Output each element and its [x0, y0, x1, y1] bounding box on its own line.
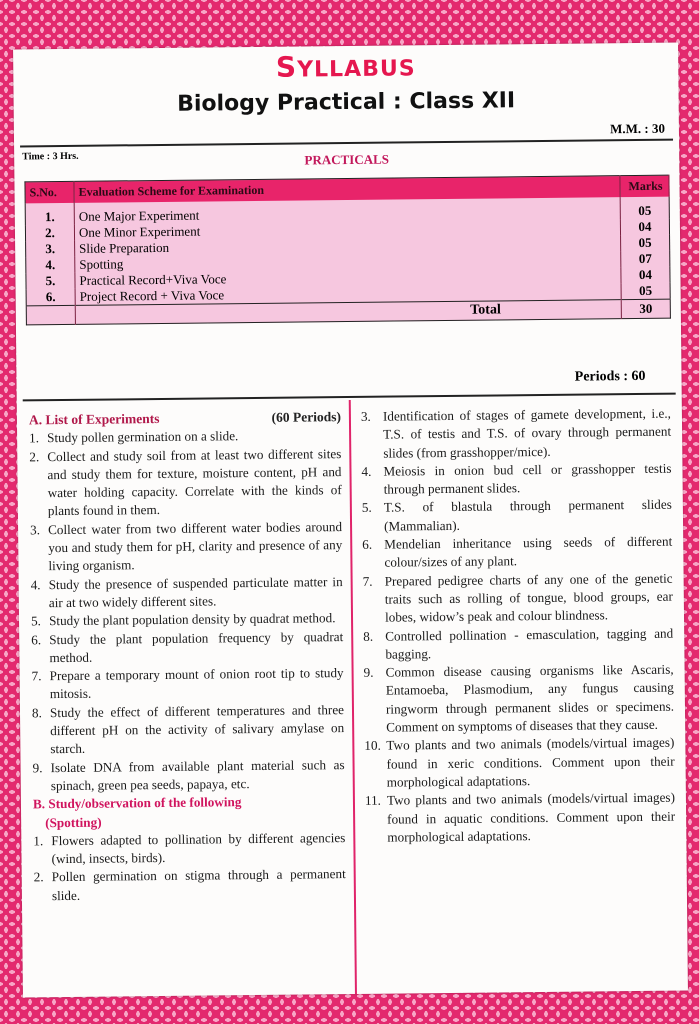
list-item — [362, 496, 672, 536]
item-number: 6. — [362, 536, 373, 552]
left-column — [29, 408, 346, 905]
item-text: Study the plant population frequency by quadrat method. — [49, 628, 344, 666]
item-number: 4. — [30, 576, 41, 593]
spotting-list — [33, 829, 346, 905]
item-number: 4. — [361, 463, 372, 479]
item-number: 3. — [360, 408, 371, 424]
row-item: One Major Experiment — [74, 197, 620, 225]
item-number: 1. — [33, 833, 44, 849]
right-column — [361, 405, 676, 847]
max-marks: M.M. : 30 — [609, 120, 665, 137]
item-text: Study the presence of suspended particulate matter in air at two widely different sites. — [48, 573, 343, 611]
item-text: Controlled pollination - emasculation, tagging and bagging. — [385, 625, 674, 662]
total-empty — [26, 305, 75, 325]
list-item — [31, 573, 343, 613]
page-title — [13, 47, 678, 87]
list-item — [33, 829, 345, 869]
item-text: Common disease causing organisms like Ascaris, Entamoeba, Plasmodium, any fungus causing ringworm through permanent slides or specimens. Comment on symptoms of diseases that they cause. — [385, 661, 675, 735]
spotting-list-continued — [361, 405, 676, 847]
total-label: Total — [75, 300, 621, 325]
row-item: Project Record + Viva Voce — [75, 283, 621, 305]
row-sno: 2. — [25, 225, 74, 242]
item-text: T.S. of blastula through permanent slides (Mammalian). — [383, 497, 672, 534]
list-item — [30, 518, 343, 576]
item-text: Two plants and two animals (models/virtual images) found in aquatic conditions. Comment upon their morphological adaptations. — [386, 789, 676, 845]
title-first-letter: S — [275, 50, 298, 84]
item-number: 11. — [364, 792, 382, 809]
list-item — [364, 734, 675, 792]
list-item — [29, 445, 342, 521]
item-text: Study the plant population density by quadrat method. — [48, 610, 336, 629]
list-item — [361, 405, 672, 463]
column-divider — [349, 400, 357, 994]
item-number: 9. — [363, 664, 374, 681]
title-rest: YLLABUS — [296, 56, 416, 83]
item-text: Identification of stages of gamete development, i.e., T.S. of testis and T.S. of ovary through permanent slides (from grasshopper/mice). — [382, 405, 672, 461]
item-number: 5. — [30, 613, 42, 629]
item-text: Isolate DNA from available plant material such as spinach, green pea seeds, papaya, etc. — [50, 756, 345, 794]
row-sno: 6. — [26, 289, 75, 306]
header-marks: Marks — [620, 175, 669, 197]
time-duration: Time : 3 Hrs. — [22, 150, 79, 163]
row-marks: 05 — [639, 282, 653, 298]
page-subtitle: Biology Practical : Class XII — [176, 88, 516, 117]
item-text: Flowers adapted to pollination by different agencies (wind, insects, birds). — [51, 829, 346, 867]
item-number: 10. — [364, 738, 381, 754]
divider — [20, 139, 673, 148]
row-sno: 4. — [26, 257, 75, 274]
item-number: 6. — [31, 631, 42, 647]
item-text: Pollen germination on stigma through a permanent slide. — [51, 866, 346, 903]
item-text: Meiosis in onion bud cell or grasshopper testis through permanent slides. — [383, 460, 672, 497]
item-number: 2. — [33, 869, 44, 885]
periods-total: Periods : 60 — [574, 368, 646, 385]
item-text: Two plants and two animals (models/virtual images) found in xeric conditions. Comment upon their morphological adaptations. — [386, 734, 675, 790]
evaluation-table — [24, 175, 670, 326]
experiment-list — [29, 426, 345, 795]
list-item — [363, 569, 674, 627]
item-text: Study pollen germination on a slide. — [47, 428, 239, 446]
row-item: One Minor Experiment — [74, 219, 620, 241]
total-marks: 30 — [621, 299, 670, 319]
item-number: 2. — [29, 448, 40, 464]
row-sno: 1. — [25, 203, 74, 226]
section-a-title: A. List of Experiments — [28, 410, 160, 428]
item-number: 8. — [31, 704, 42, 721]
list-item — [361, 460, 671, 500]
syllabus-page — [13, 43, 688, 998]
item-number: 1. — [29, 430, 40, 446]
section-a-periods: (60 Periods) — [271, 409, 341, 425]
item-text: Collect and study soil from at least two different sites and study them for texture, moisture content, pH and water holding capacity. Correlate with the kinds of plants found in them. — [47, 445, 342, 519]
item-number: 9. — [32, 759, 43, 775]
item-number: 7. — [31, 668, 42, 684]
list-item — [32, 756, 344, 796]
item-text: Prepare a temporary mount of onion root tip to study mitosis. — [49, 665, 344, 702]
list-item — [31, 628, 343, 668]
row-marks: 04 — [638, 218, 652, 234]
item-text: Study the effect of different temperatures and three different pH on the activity of salivary amylase on starch. — [49, 701, 345, 757]
list-item — [365, 789, 676, 847]
row-marks: 05 — [638, 202, 652, 218]
list-item — [363, 624, 673, 664]
section-title: PRACTICALS — [304, 151, 390, 168]
section-b-heading: B. Study/observation of the following — [32, 794, 242, 812]
list-item — [362, 533, 672, 573]
item-number: 5. — [361, 500, 372, 516]
list-item — [32, 664, 344, 704]
row-marks: 04 — [638, 266, 653, 282]
row-item: Spotting — [75, 251, 621, 273]
row-marks: 05 — [638, 234, 652, 250]
row-item: Practical Record+Viva Voce — [75, 267, 621, 289]
row-marks: 07 — [638, 250, 652, 266]
item-text: Prepared pedigree charts of any one of the genetic traits such as rolling of tongue, blood groups, ear lobes, widow’s peak and colour blindness. — [384, 570, 673, 625]
section-b-subheading: (Spotting) — [45, 814, 102, 830]
item-number: 3. — [30, 522, 41, 538]
list-item — [32, 701, 345, 759]
list-item — [364, 661, 675, 737]
row-item: Slide Preparation — [75, 235, 621, 257]
item-number: 7. — [362, 573, 373, 589]
item-text: Collect water from two different water bodies around you and study them for pH, clarity and presence of any living organism. — [48, 518, 343, 574]
list-item — [34, 865, 346, 905]
item-text: Mendelian inheritance using seeds of different colour/sizes of any plant. — [384, 533, 673, 571]
item-number: 8. — [363, 628, 374, 644]
row-sno: 5. — [26, 273, 75, 290]
row-sno: 3. — [26, 241, 75, 258]
header-sno: S.No. — [25, 181, 74, 203]
header-scheme: Evaluation Scheme for Examination — [74, 176, 620, 203]
